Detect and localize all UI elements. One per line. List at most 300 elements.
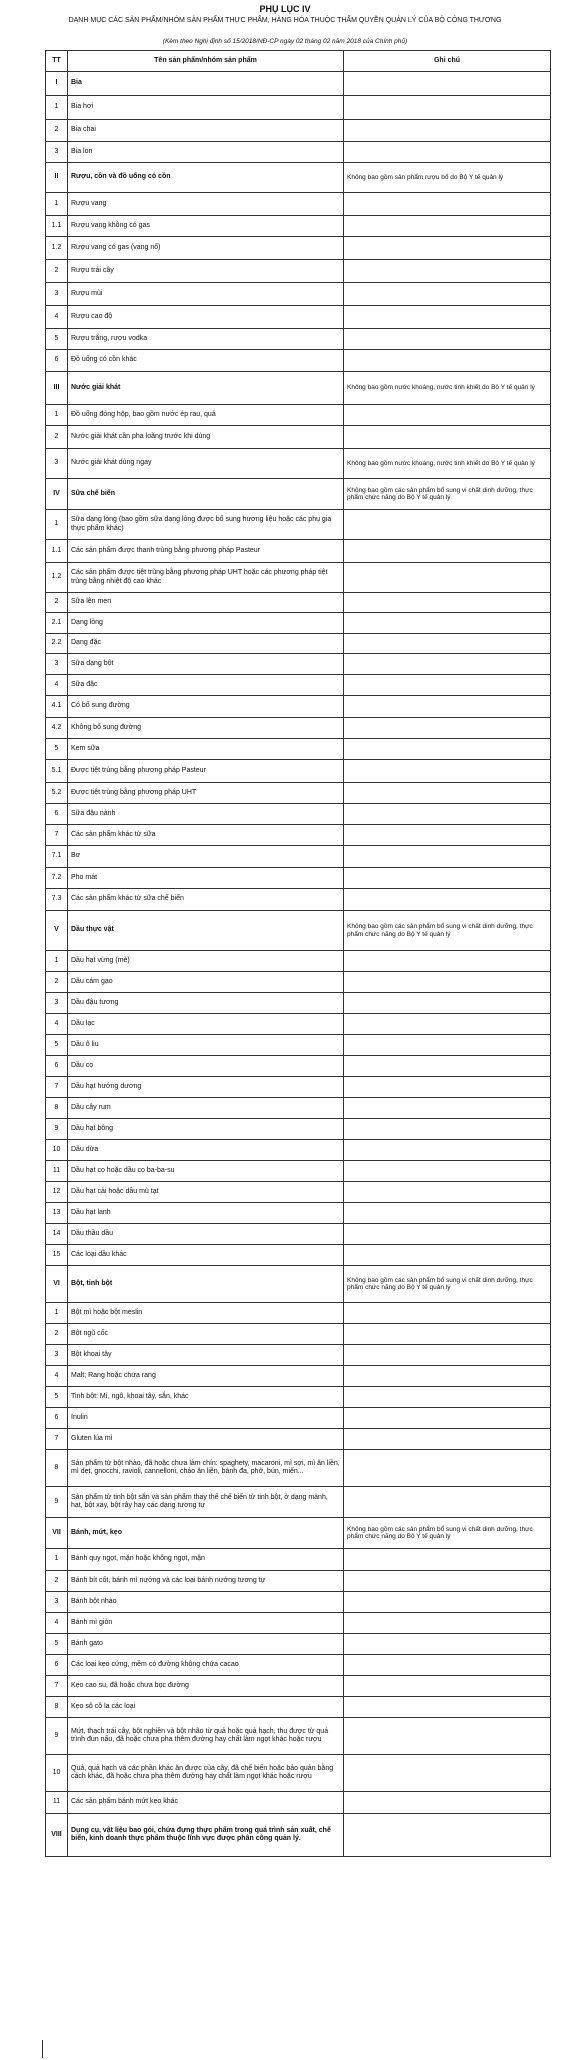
cell-note <box>344 350 551 372</box>
cell-name: Các sản phẩm được tiệt trùng bằng phương pháp UHT hoặc các phương pháp tiệt trùng bằng nhiệt độ cao khác <box>68 563 344 593</box>
table-row <box>46 96 551 120</box>
cell-tt: 1 <box>46 96 68 120</box>
table-group-row <box>46 1518 551 1549</box>
cell-name: Rượu vang có gas (vang nổ) <box>68 237 344 260</box>
table-row <box>46 1487 551 1518</box>
cell-note <box>344 120 551 142</box>
cell-tt: 5 <box>46 739 68 760</box>
table-row <box>46 216 551 237</box>
cell-tt: 11 <box>46 1161 68 1182</box>
cell-name: Inulin <box>68 1408 344 1429</box>
cell-note <box>344 72 551 96</box>
table-row <box>46 193 551 216</box>
cell-note <box>344 1408 551 1429</box>
cell-note <box>344 739 551 760</box>
cell-note: Không bao gồm các sản phẩm bổ sung vi chất dinh dưỡng, thực phẩm chức năng do Bộ Y tế quản lý <box>344 1518 551 1549</box>
table-row <box>46 260 551 283</box>
table-row <box>46 1119 551 1140</box>
cell-tt: 6 <box>46 804 68 825</box>
table-row <box>46 718 551 739</box>
table-row <box>46 1140 551 1161</box>
cell-name: Bánh mì giòn <box>68 1613 344 1634</box>
cell-name: Rượu vang không có gas <box>68 216 344 237</box>
cell-name: Pho mát <box>68 868 344 889</box>
cell-tt: 4 <box>46 1366 68 1387</box>
cell-name: Dầu cây rum <box>68 1098 344 1119</box>
cell-tt: 1 <box>46 405 68 426</box>
cell-note: Không bao gồm sản phẩm rượu bổ do Bộ Y tế quản lý <box>344 163 551 193</box>
cell-note <box>344 951 551 972</box>
cell-note <box>344 868 551 889</box>
table-row <box>46 1182 551 1203</box>
cell-note <box>344 1119 551 1140</box>
cell-note <box>344 1203 551 1224</box>
cell-name: Bột mì hoặc bột meslin <box>68 1303 344 1324</box>
cell-note <box>344 96 551 120</box>
cell-tt: 1 <box>46 1549 68 1571</box>
cell-tt: 13 <box>46 1203 68 1224</box>
cell-tt: 4 <box>46 306 68 329</box>
cell-tt: 7.1 <box>46 846 68 868</box>
cell-note <box>344 1303 551 1324</box>
cell-name: Nước giải khát dùng ngay <box>68 449 344 479</box>
cell-name: Các loại dầu khác <box>68 1245 344 1266</box>
cell-tt: 2 <box>46 1324 68 1345</box>
cell-note <box>344 1755 551 1792</box>
table-row <box>46 675 551 696</box>
cell-tt: 3 <box>46 283 68 306</box>
cell-name: Các sản phẩm khác từ sữa chế biến <box>68 889 344 911</box>
cell-note <box>344 846 551 868</box>
cell-name: Dầu thầu dầu <box>68 1224 344 1245</box>
cell-note <box>344 260 551 283</box>
cell-name: Dạng lỏng <box>68 613 344 634</box>
cell-name: Được tiệt trùng bằng phương pháp Pasteur <box>68 760 344 783</box>
table-row <box>46 510 551 540</box>
cell-tt: 5.2 <box>46 783 68 804</box>
table-row <box>46 593 551 613</box>
column-header-name: Tên sản phẩm/nhóm sản phẩm <box>68 51 344 72</box>
table-row <box>46 1676 551 1697</box>
table-row <box>46 329 551 350</box>
cell-note <box>344 634 551 654</box>
cell-note <box>344 1056 551 1077</box>
cell-name: Dầu hạt cọ hoặc dầu cọ ba-ba-su <box>68 1161 344 1182</box>
cell-tt: 3 <box>46 1345 68 1366</box>
cell-name: Rượu, cồn và đồ uống có cồn <box>68 163 344 193</box>
table-body <box>46 72 551 1857</box>
cell-tt: 1.1 <box>46 540 68 563</box>
cell-tt: 4.2 <box>46 718 68 739</box>
table-row <box>46 739 551 760</box>
cell-note <box>344 1182 551 1203</box>
table-group-row <box>46 72 551 96</box>
cell-tt: 1.2 <box>46 563 68 593</box>
table-row <box>46 1697 551 1718</box>
table-group-row <box>46 479 551 510</box>
table-row <box>46 350 551 372</box>
cell-note <box>344 1077 551 1098</box>
cell-tt: 7 <box>46 1429 68 1450</box>
table-row <box>46 1450 551 1487</box>
table-row <box>46 426 551 449</box>
table-row <box>46 540 551 563</box>
cell-note <box>344 1035 551 1056</box>
cell-tt: 2.1 <box>46 613 68 634</box>
cell-name: Bánh bít cốt, bánh mì nướng và các loại bánh nướng tương tự <box>68 1571 344 1592</box>
cell-note <box>344 1549 551 1571</box>
cell-tt: 7 <box>46 1077 68 1098</box>
cell-name: Mứt, thạch trái cây, bột nghiền và bột nhão từ quả hoặc quả hạch, thu được từ quá trình đun nấu, đã hoặc chưa pha thêm đường hay chất làm ngọt khác hoặc rượu <box>68 1718 344 1755</box>
cell-tt: 7.2 <box>46 868 68 889</box>
cell-name: Rượu trắng, rượu vodka <box>68 329 344 350</box>
cell-note <box>344 193 551 216</box>
cell-note <box>344 993 551 1014</box>
cell-name: Sữa đậu nành <box>68 804 344 825</box>
cell-name: Dầu thực vật <box>68 911 344 951</box>
cell-note <box>344 1613 551 1634</box>
table-row <box>46 1655 551 1676</box>
cell-note <box>344 696 551 718</box>
cell-note <box>344 760 551 783</box>
cell-tt: 7.3 <box>46 889 68 911</box>
cell-name: Dầu hạt hướng dương <box>68 1077 344 1098</box>
cell-name: Kẹo cao su, đã hoặc chưa bọc đường <box>68 1676 344 1697</box>
cell-name: Bia chai <box>68 120 344 142</box>
cell-name: Rượu cao độ <box>68 306 344 329</box>
cell-name: Dầu cám gạo <box>68 972 344 993</box>
cell-note <box>344 1366 551 1387</box>
cell-tt: VI <box>46 1266 68 1303</box>
cell-note <box>344 1655 551 1676</box>
cell-name: Rượu mùi <box>68 283 344 306</box>
cell-note <box>344 804 551 825</box>
cell-tt: 5 <box>46 1035 68 1056</box>
cell-note: Không bao gồm nước khoáng, nước tinh khiết do Bộ Y tế quản lý <box>344 372 551 405</box>
cell-tt: 1 <box>46 1303 68 1324</box>
cell-note <box>344 1487 551 1518</box>
cell-tt: 7 <box>46 825 68 846</box>
cell-name: Kẹo sô cô la các loại <box>68 1697 344 1718</box>
cell-tt: 1 <box>46 193 68 216</box>
cell-tt: 1.1 <box>46 216 68 237</box>
cell-name: Bia <box>68 72 344 96</box>
cell-tt: 3 <box>46 142 68 163</box>
cell-name: Sữa chế biến <box>68 479 344 510</box>
cell-note <box>344 1676 551 1697</box>
cell-name: Bơ <box>68 846 344 868</box>
cell-name: Bánh gato <box>68 1634 344 1655</box>
table-row <box>46 1408 551 1429</box>
cell-note <box>344 1718 551 1755</box>
cell-note <box>344 1014 551 1035</box>
table-row <box>46 405 551 426</box>
cell-tt: VII <box>46 1518 68 1549</box>
cell-note <box>344 426 551 449</box>
table-row <box>46 889 551 911</box>
table-row <box>46 825 551 846</box>
cell-name: Quả, quả hạch và các phần khác ăn được của cây, đã chế biến hoặc bảo quản bằng cách khác, đã hoặc chưa pha thêm đường hay chất làm ngọt khác hoặc rượu <box>68 1755 344 1792</box>
cell-note <box>344 1387 551 1408</box>
table-row <box>46 1098 551 1119</box>
cell-name: Bánh bột nhào <box>68 1592 344 1613</box>
cell-tt: 2.2 <box>46 634 68 654</box>
cell-tt: 5 <box>46 329 68 350</box>
table-row <box>46 1549 551 1571</box>
table-row <box>46 120 551 142</box>
cell-tt: 8 <box>46 1697 68 1718</box>
cell-tt: 9 <box>46 1119 68 1140</box>
cell-tt: 6 <box>46 1408 68 1429</box>
table-row <box>46 1387 551 1408</box>
table-row <box>46 868 551 889</box>
cell-note <box>344 306 551 329</box>
table-row <box>46 1345 551 1366</box>
table-row <box>46 1613 551 1634</box>
cell-note <box>344 593 551 613</box>
table-group-row <box>46 911 551 951</box>
table-row <box>46 1755 551 1792</box>
cell-tt: 14 <box>46 1224 68 1245</box>
cell-tt: 7 <box>46 1676 68 1697</box>
cell-note <box>344 1161 551 1182</box>
cell-name: Các sản phẩm được thanh trùng bằng phương pháp Pasteur <box>68 540 344 563</box>
cell-name: Gluten lúa mì <box>68 1429 344 1450</box>
cell-name: Rượu trái cây <box>68 260 344 283</box>
cell-note <box>344 1224 551 1245</box>
table-row <box>46 1056 551 1077</box>
cell-note <box>344 1814 551 1857</box>
table-row <box>46 696 551 718</box>
cell-name: Được tiệt trùng bằng phương pháp UHT <box>68 783 344 804</box>
table-row <box>46 1718 551 1755</box>
cell-note <box>344 1592 551 1613</box>
cell-tt: 15 <box>46 1245 68 1266</box>
cell-tt: 2 <box>46 1571 68 1592</box>
cell-name: Bánh quy ngọt, mặn hoặc không ngọt, mặn <box>68 1549 344 1571</box>
cell-name: Bánh, mứt, kẹo <box>68 1518 344 1549</box>
cell-note <box>344 563 551 593</box>
cell-note <box>344 675 551 696</box>
cell-note <box>344 718 551 739</box>
cell-name: Bia lon <box>68 142 344 163</box>
table-row <box>46 237 551 260</box>
cell-note <box>344 329 551 350</box>
cell-name: Dầu cọ <box>68 1056 344 1077</box>
cell-name: Bột ngũ cốc <box>68 1324 344 1345</box>
table-row <box>46 972 551 993</box>
cell-tt: 4 <box>46 1014 68 1035</box>
cell-name: Dụng cụ, vật liệu bao gói, chứa đựng thực phẩm trong quá trình sản xuất, chế biến, kinh doanh thực phẩm thuộc lĩnh vực được phân công quản lý. <box>68 1814 344 1857</box>
table-row <box>46 1035 551 1056</box>
table-group-row <box>46 1266 551 1303</box>
cell-name: Dầu hạt vừng (mè) <box>68 951 344 972</box>
cell-name: Kem sữa <box>68 739 344 760</box>
cell-name: Dầu ô liu <box>68 1035 344 1056</box>
document-subtitle: DANH MỤC CÁC SẢN PHẨM/NHÓM SẢN PHẨM THỰC PHẨM, HÀNG HÓA THUỘC THẨM QUYỀN QUẢN LÝ CỦA BỘ CÔNG THƯƠNG <box>68 17 502 24</box>
cell-tt: 4.1 <box>46 696 68 718</box>
cell-name: Bột khoai tây <box>68 1345 344 1366</box>
table-row <box>46 804 551 825</box>
cell-note <box>344 1098 551 1119</box>
table-header-row <box>46 51 551 72</box>
cell-name: Các sản phẩm bánh mứt kẹo khác <box>68 1792 344 1814</box>
cell-tt: 1 <box>46 951 68 972</box>
cell-tt: III <box>46 372 68 405</box>
cell-note <box>344 237 551 260</box>
cell-note <box>344 405 551 426</box>
document-note: (Kèm theo Nghị định số 15/2018/NĐ-CP ngày 02 tháng 02 năm 2018 của Chính phủ) <box>162 38 408 45</box>
table-group-row <box>46 372 551 405</box>
product-table <box>45 50 551 1857</box>
cell-tt: 2 <box>46 593 68 613</box>
table-row <box>46 1634 551 1655</box>
table-row <box>46 654 551 675</box>
table-row <box>46 306 551 329</box>
table-row <box>46 1161 551 1182</box>
cell-note <box>344 510 551 540</box>
table-row <box>46 1792 551 1814</box>
cell-tt: 10 <box>46 1140 68 1161</box>
cell-name: Dầu hạt cải hoặc dầu mù tạt <box>68 1182 344 1203</box>
table-row <box>46 760 551 783</box>
cell-name: Sữa dạng bột <box>68 654 344 675</box>
cell-name: Dầu lạc <box>68 1014 344 1035</box>
cell-name: Dạng đặc <box>68 634 344 654</box>
cell-tt: 6 <box>46 350 68 372</box>
cell-name: Sản phẩm từ tinh bột sắn và sản phẩm thay thế chế biến từ tinh bột, ở dạng mảnh, hạt, bột xay, bột rây hay các dạng tương tự <box>68 1487 344 1518</box>
table-row <box>46 634 551 654</box>
cell-tt: 8 <box>46 1098 68 1119</box>
column-header-note: Ghi chú <box>344 51 551 72</box>
cell-tt: 11 <box>46 1792 68 1814</box>
cell-name: Không bổ sung đường <box>68 718 344 739</box>
cell-name: Bia hơi <box>68 96 344 120</box>
cell-tt: 3 <box>46 449 68 479</box>
cell-name: Bột, tinh bột <box>68 1266 344 1303</box>
cell-note <box>344 825 551 846</box>
cell-note: Không bao gồm các sản phẩm bổ sung vi chất dinh dưỡng, thực phẩm chức năng do Bộ Y tế quản lý <box>344 479 551 510</box>
cell-tt: 5.1 <box>46 760 68 783</box>
cell-tt: II <box>46 163 68 193</box>
cell-note <box>344 1140 551 1161</box>
cell-tt: 2 <box>46 426 68 449</box>
cell-tt: 5 <box>46 1387 68 1408</box>
cell-note <box>344 1792 551 1814</box>
column-header-tt: TT <box>46 51 68 72</box>
cell-tt: 2 <box>46 972 68 993</box>
cell-name: Đồ uống đóng hộp, bao gồm nước ép rau, quả <box>68 405 344 426</box>
cell-name: Sữa dạng lỏng (bao gồm sữa dạng lỏng được bổ sung hương liệu hoặc các phụ gia thực phẩm khác) <box>68 510 344 540</box>
cell-tt: 12 <box>46 1182 68 1203</box>
table-row <box>46 783 551 804</box>
page-edge-mark <box>42 2040 43 2058</box>
cell-note <box>344 1634 551 1655</box>
cell-name: Dầu dừa <box>68 1140 344 1161</box>
cell-note: Không bao gồm nước khoáng, nước tinh khiết do Bộ Y tế quản lý <box>344 449 551 479</box>
cell-note <box>344 1324 551 1345</box>
cell-tt: 3 <box>46 993 68 1014</box>
cell-note <box>344 1245 551 1266</box>
table-row <box>46 613 551 634</box>
table-row <box>46 846 551 868</box>
cell-name: Sữa đặc <box>68 675 344 696</box>
cell-name: Có bổ sung đường <box>68 696 344 718</box>
cell-name: Malt; Rang hoặc chưa rang <box>68 1366 344 1387</box>
table-row <box>46 142 551 163</box>
table-row <box>46 1014 551 1035</box>
table-row <box>46 993 551 1014</box>
cell-note <box>344 1345 551 1366</box>
table-row <box>46 1203 551 1224</box>
table-row <box>46 1592 551 1613</box>
cell-note <box>344 1450 551 1487</box>
document-title: PHỤ LỤC IV <box>259 4 311 14</box>
cell-name: Dầu đậu tương <box>68 993 344 1014</box>
table-row <box>46 1303 551 1324</box>
cell-name: Sản phẩm từ bột nhào, đã hoặc chưa làm chín: spaghety, macaroni, mì sợi, mì ăn liền, mì dẹt, gnocchi, ravioli, cannelloni, cháo ăn liền, bánh đa, phở, bún, miến... <box>68 1450 344 1487</box>
cell-tt: 2 <box>46 260 68 283</box>
cell-note <box>344 889 551 911</box>
cell-tt: 3 <box>46 1592 68 1613</box>
table-row <box>46 951 551 972</box>
cell-note <box>344 783 551 804</box>
cell-name: Rượu vang <box>68 193 344 216</box>
cell-tt: 3 <box>46 654 68 675</box>
cell-tt: 4 <box>46 675 68 696</box>
table-group-row <box>46 1814 551 1857</box>
table-row <box>46 449 551 479</box>
cell-name: Các loại kẹo cứng, mềm có đường không chứa cacao <box>68 1655 344 1676</box>
cell-tt: 2 <box>46 120 68 142</box>
cell-name: Dầu hạt bông <box>68 1119 344 1140</box>
cell-tt: IV <box>46 479 68 510</box>
cell-name: Đồ uống có cồn khác <box>68 350 344 372</box>
cell-tt: 9 <box>46 1487 68 1518</box>
cell-note <box>344 283 551 306</box>
cell-tt: 5 <box>46 1634 68 1655</box>
table-row <box>46 1571 551 1592</box>
table-row <box>46 1366 551 1387</box>
cell-tt: 8 <box>46 1450 68 1487</box>
cell-tt: VIII <box>46 1814 68 1857</box>
table-row <box>46 1245 551 1266</box>
table-row <box>46 1324 551 1345</box>
cell-note <box>344 972 551 993</box>
cell-note <box>344 654 551 675</box>
cell-tt: 4 <box>46 1613 68 1634</box>
cell-tt: I <box>46 72 68 96</box>
cell-note: Không bao gồm các sản phẩm bổ sung vi chất dinh dưỡng, thực phẩm chức năng do Bộ Y tế quản lý <box>344 1266 551 1303</box>
cell-name: Tinh bột: Mì, ngô, khoai tây, sắn, khác <box>68 1387 344 1408</box>
cell-tt: 6 <box>46 1056 68 1077</box>
table-row <box>46 563 551 593</box>
table-row <box>46 1224 551 1245</box>
table-group-row <box>46 163 551 193</box>
cell-note <box>344 1429 551 1450</box>
cell-tt: 1 <box>46 510 68 540</box>
cell-tt: 10 <box>46 1755 68 1792</box>
cell-tt: 9 <box>46 1718 68 1755</box>
cell-name: Nước giải khát <box>68 372 344 405</box>
cell-name: Sữa lên men <box>68 593 344 613</box>
cell-note <box>344 1697 551 1718</box>
cell-note <box>344 540 551 563</box>
cell-tt: V <box>46 911 68 951</box>
cell-note <box>344 613 551 634</box>
cell-note: Không bao gồm các sản phẩm bổ sung vi chất dinh dưỡng, thực phẩm chức năng do Bộ Y tế quản lý <box>344 911 551 951</box>
table-row <box>46 1429 551 1450</box>
